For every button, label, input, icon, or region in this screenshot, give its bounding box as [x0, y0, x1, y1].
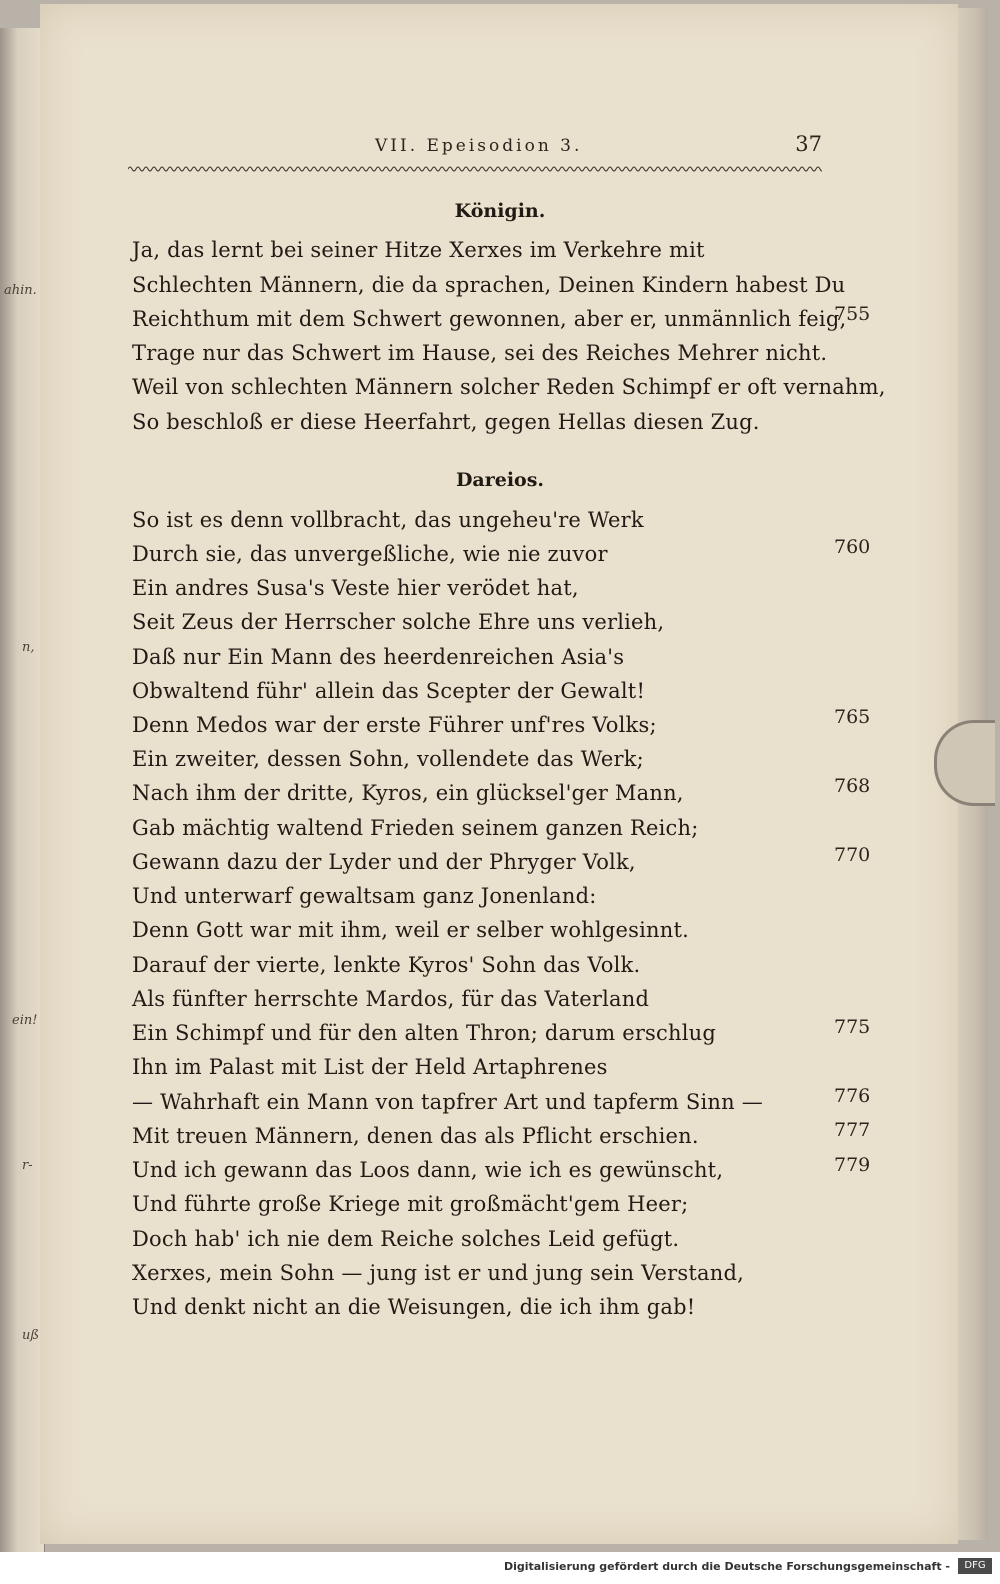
verse-line: Als fünfter herrschte Mardos, für das Vaterland [132, 987, 650, 1011]
verse-line: Ein Schimpf und für den alten Thron; darum erschlug [132, 1021, 717, 1045]
verse-line: Mit treuen Männern, denen das als Pflicht erschien. [132, 1124, 699, 1148]
facing-page-edge [0, 28, 45, 1558]
line-number: 768 [834, 775, 871, 797]
line-number: 770 [834, 844, 871, 866]
line-number: 777 [834, 1119, 871, 1141]
verse-line: Ja, das lernt bei seiner Hitze Xerxes im Verkehre mit [132, 238, 705, 262]
verse-line: Gewann dazu der Lyder und der Phryger Volk, [132, 850, 636, 874]
page-header [130, 132, 822, 162]
line-number: 775 [834, 1016, 871, 1038]
line-number: 776 [834, 1085, 871, 1107]
verse-line: Schlechten Männern, die da sprachen, Deinen Kindern habest Du [132, 273, 846, 297]
verse-line: Reichthum mit dem Schwert gewonnen, aber er, unmännlich feig, [132, 307, 847, 331]
verse-line: Ihn im Palast mit List der Held Artaphrenes [132, 1055, 608, 1079]
speaker-heading: Dareios. [455, 469, 545, 491]
verse-line: Obwaltend führ' allein das Scepter der Gewalt! [132, 679, 646, 703]
page-number: 37 [795, 132, 822, 156]
margin-fragment: uß [22, 1328, 40, 1343]
footer-bar [0, 1552, 1000, 1584]
margin-fragment: ahin. [4, 283, 37, 298]
line-number: 755 [834, 303, 871, 325]
line-number: 765 [834, 706, 871, 728]
verse-line: Denn Gott war mit ihm, weil er selber wohlgesinnt. [132, 918, 689, 942]
verse-line: So ist es denn vollbracht, das ungeheu're Werk [132, 508, 644, 532]
verse-line: Und denkt nicht an die Weisungen, die ich ihm gab! [132, 1295, 696, 1319]
verse-line: Weil von schlechten Männern solcher Reden Schimpf er oft vernahm, [132, 375, 886, 399]
funding-credit[interactable]: Digitalisierung gefördert durch die Deutsche Forschungsgemeinschaft - [503, 1560, 950, 1573]
verse-line: Ein zweiter, dessen Sohn, vollendete das Werk; [132, 747, 644, 771]
margin-fragment: n, [22, 640, 35, 655]
line-number: 760 [834, 536, 871, 558]
verse-line: Xerxes, mein Sohn — jung ist er und jung sein Verstand, [132, 1261, 744, 1285]
wavy-rule [128, 164, 822, 174]
line-number: 779 [834, 1154, 871, 1176]
verse-line: Darauf der vierte, lenkte Kyros' Sohn das Volk. [132, 953, 641, 977]
speaker-heading: Königin. [454, 200, 546, 222]
verse-line: — Wahrhaft ein Mann von tapfrer Art und tapferm Sinn — [132, 1090, 763, 1114]
verse-line: Doch hab' ich nie dem Reiche solches Leid gefügt. [132, 1227, 680, 1251]
verse-line: Trage nur das Schwert im Hause, sei des Reiches Mehrer nicht. [132, 341, 828, 365]
verse-line: Gab mächtig waltend Frieden seinem ganzen Reich; [132, 816, 699, 840]
verse-line: Denn Medos war der erste Führer unf'res Volks; [132, 713, 657, 737]
verse-line: Und unterwarf gewaltsam ganz Jonenland: [132, 884, 597, 908]
verse-line: Ein andres Susa's Veste hier verödet hat, [132, 576, 579, 600]
running-head: VII. Epeisodion 3. [375, 136, 583, 156]
verse-line: Daß nur Ein Mann des heerdenreichen Asia's [132, 645, 625, 669]
margin-fragment: r- [22, 1158, 33, 1173]
margin-fragment: ein! [12, 1013, 38, 1028]
verse-line: So beschloß er diese Heerfahrt, gegen Hellas diesen Zug. [132, 410, 760, 434]
verse-line: Nach ihm der dritte, Kyros, ein glücksel'ger Mann, [132, 781, 684, 805]
verse-line: Und ich gewann das Loos dann, wie ich es gewünscht, [132, 1158, 724, 1182]
verse-line: Und führte große Kriege mit großmächt'gem Heer; [132, 1192, 689, 1216]
dfg-logo[interactable]: DFG [958, 1558, 992, 1574]
verse-line: Seit Zeus der Herrscher solche Ehre uns verlieh, [132, 610, 665, 634]
verse-line: Durch sie, das unvergeßliche, wie nie zuvor [132, 542, 608, 566]
